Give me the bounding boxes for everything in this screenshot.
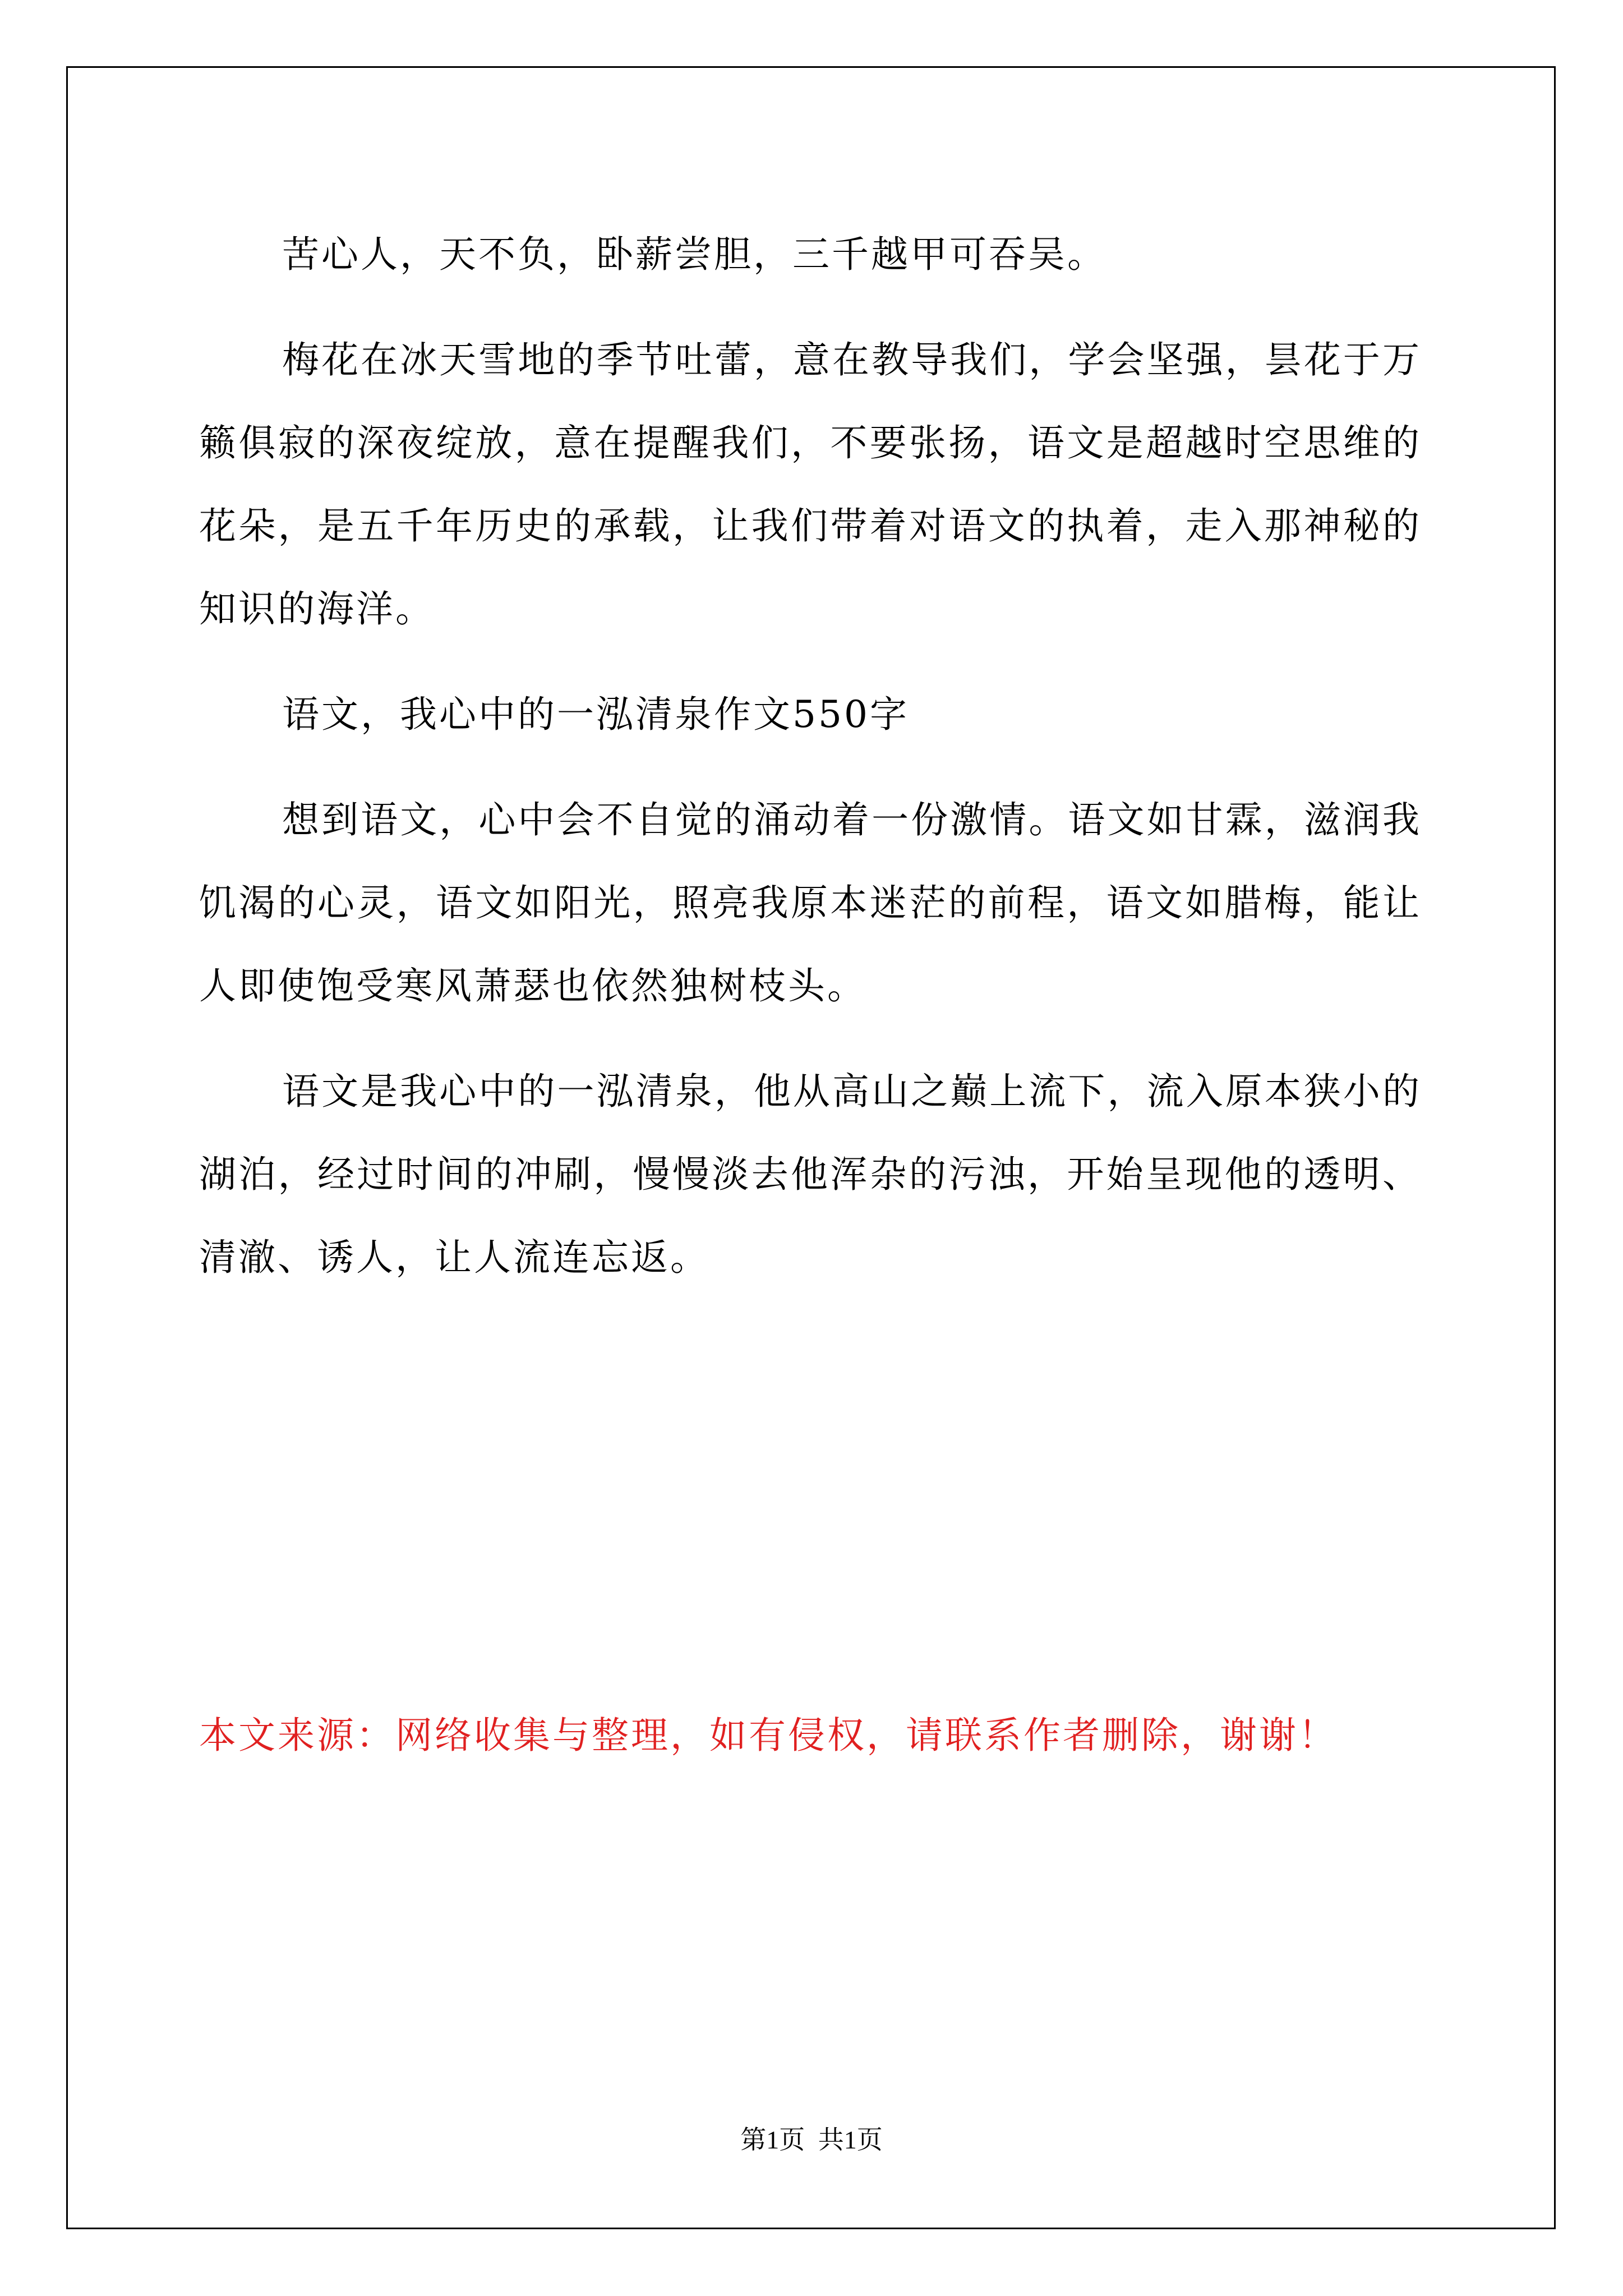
paragraph: 梅花在冰天雪地的季节吐蕾，意在教导我们，学会坚强，昙花于万籁俱寂的深夜绽放，意在提醒我们，不要张扬，语文是超越时空思维的花朵，是五千年历史的承载，让我们带着对语文的执着，走入那神秘的知识的海洋。 — [199, 338, 1422, 631]
paragraph: 语文是我心中的一泓清泉，他从高山之巅上流下，流入原本狭小的湖泊，经过时间的冲刷，慢慢淡去他浑杂的污浊，开始呈现他的透明、清澈、诱人，让人流连忘返。 — [199, 1070, 1422, 1279]
essay-title: 语文，我心中的一泓清泉作文550字 — [282, 693, 909, 736]
document-body — [199, 213, 1422, 1322]
paragraph: 想到语文，心中会不自觉的涌动着一份激情。语文如甘霖，滋润我饥渴的心灵，语文如阳光，照亮我原本迷茫的前程，语文如腊梅，能让人即使饱受寒风萧瑟也依然独树枝头。 — [199, 798, 1422, 1007]
source-notice: 本文来源：网络收集与整理，如有侵权，请联系作者删除，谢谢！ — [199, 1714, 1338, 1757]
page-number: 第1页 — [740, 2125, 805, 2154]
page-total: 共1页 — [818, 2125, 883, 2154]
paragraph: 苦心人，天不负，卧薪尝胆，三千越甲可吞吴。 — [282, 233, 1106, 276]
page-footer — [0, 2123, 1623, 2157]
